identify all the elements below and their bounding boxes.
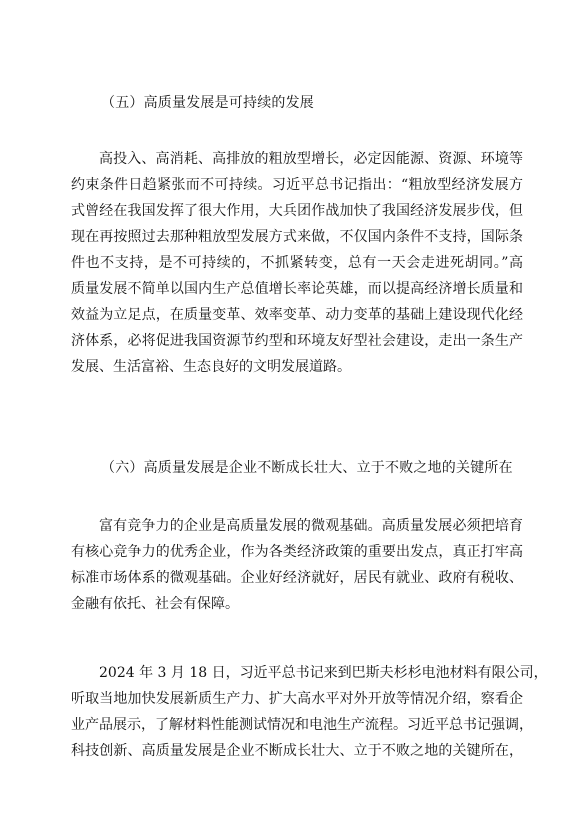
paragraph-line: 科技创新、高质量发展是企业不断成长壮大、立于不败之地的关键所在， — [71, 743, 523, 759]
section-heading-6: （六）高质量发展是企业不断成长壮大、立于不败之地的关键所在 — [101, 460, 513, 476]
paragraph-line: 效益为立足点，在质量变革、效率变革、动力变革的基础上建设现代化经 — [71, 307, 523, 323]
paragraph-line: 发展、生活富裕、生态良好的文明发展道路。 — [71, 359, 351, 375]
paragraph-line: 金融有依托、社会有保障。 — [71, 596, 239, 612]
paragraph-line: 济体系，必将促进我国资源节约型和环境友好型社会建设，走出一条生产 — [71, 333, 523, 349]
paragraph-line: 质量发展不简单以国内生产总值增长率论英雄，而以提高经济增长质量和 — [71, 281, 523, 297]
paragraph-sustainable-development — [71, 146, 523, 380]
paragraph-line: 有核心竞争力的优秀企业，作为各类经济政策的重要出发点，真正打牢高 — [71, 544, 523, 560]
paragraph-line: 标准市场体系的微观基础。企业好经济就好，居民有就业、政府有税收、 — [71, 570, 523, 586]
paragraph-line: 2024 年 3 月 18 日，习近平总书记来到巴斯夫杉杉电池材料有限公司， — [99, 665, 548, 681]
paragraph-line: 约束条件日趋紧张而不可持续。习近平总书记指出：“粗放型经济发展方 — [71, 177, 523, 193]
paragraph-line: 听取当地加快发展新质生产力、扩大高水平对外开放等情况介绍，察看企 — [71, 691, 523, 707]
paragraph-line: 高投入、高消耗、高排放的粗放型增长，必定因能源、资源、环境等 — [99, 151, 523, 167]
paragraph-line: 业产品展示，了解材料性能测试情况和电池生产流程。习近平总书记强调， — [71, 717, 533, 733]
paragraph-basf-visit — [71, 660, 548, 764]
section-heading-5: （五）高质量发展是可持续的发展 — [101, 95, 314, 111]
paragraph-competitive-enterprises — [71, 513, 523, 617]
paragraph-line: 现在再按照过去那种粗放型发展方式来做，不仅国内条件不支持，国际条 — [71, 229, 523, 245]
paragraph-line: 件也不支持，是不可持续的，不抓紧转变，总有一天会走进死胡同。”高 — [71, 255, 523, 271]
paragraph-line: 式曾经在我国发挥了很大作用，大兵团作战加快了我国经济发展步伐，但 — [71, 203, 523, 219]
paragraph-line: 富有竞争力的企业是高质量发展的微观基础。高质量发展必须把培育 — [99, 518, 523, 534]
